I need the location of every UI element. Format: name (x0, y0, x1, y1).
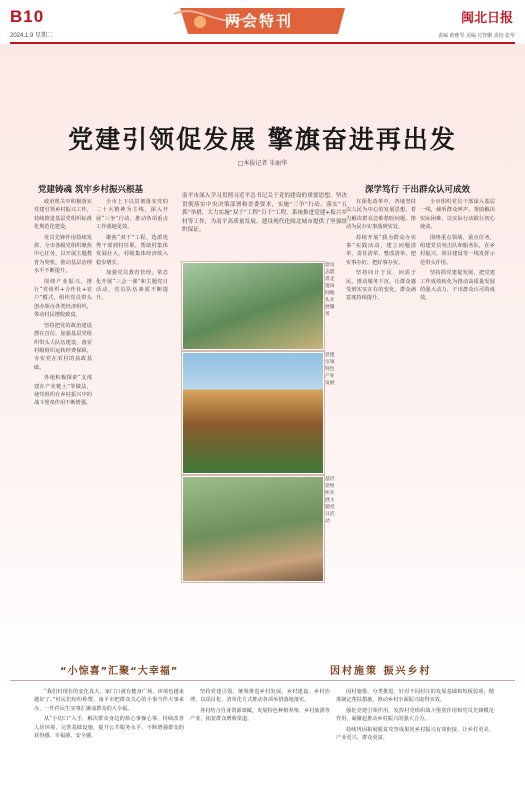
paragraph: 各村结合自身资源禀赋，发展特色种植养殖、乡村旅游等产业，拓宽群众增收渠道。 (190, 707, 330, 723)
page-number: B10 (10, 7, 45, 26)
section-title-left: “小惊喜”汇聚“大幸福” (60, 666, 179, 677)
section-title-right: 因村施策 振兴乡村 (330, 666, 432, 677)
photo-village-building (182, 352, 324, 474)
photo-farmland (182, 262, 324, 350)
lede-paragraph: 南平市深入学习贯彻习近平总书记关于党的建设的重要思想，坚决贯彻落实中央决策部署和省委要求，实施“三争”行动，落实“五抓”举措，大力实施“双千”工程“百千”工程，系统推进党建+振兴乡村等工作，为南平高质量发展、建设现代化闽北城市提供了坚强组织保证。 (182, 193, 347, 234)
photo-caption: 党员志愿者走进田间地头开展服务 (325, 263, 335, 317)
left-article-column (34, 198, 92, 653)
mid-article-column (96, 198, 168, 653)
paragraph: 从“小切口”入手，解决群众身边的烦心事操心事，持续改善人居环境，完善基础设施，提升公共服务水平，不断增强群众的获得感、幸福感、安全感。 (34, 716, 184, 740)
issue-date: 2024.1.9 星期二 (10, 33, 54, 39)
right-article-column (420, 198, 495, 653)
paragraph: “我们村现在的变化真大，家门口就有健身广场，环境也越来越好了。”村民们纷纷称赞。南平市把群众关心的小事当作大事来办，一件件民生实事汇聚成群众的大幸福。 (34, 689, 184, 712)
paragraph: 强化党建引领作用，发挥村党组织战斗堡垒作用和党员先锋模范作用，凝聚起推动乡村振兴的强大合力。 (336, 707, 494, 723)
bottom-right-column (336, 688, 494, 794)
byline: □本报记者 朱丽华 (237, 160, 288, 167)
paragraph: 政府机关中积极落实党建引领乡村振兴工作，持续推进基层党组织标准化规范化建设。 (34, 199, 92, 231)
paragraph: 全市组织党员干部深入基层一线，倾听群众呼声，帮助解决实际困难，以实际行动践行初心使命。 (420, 199, 495, 231)
paragraph: 坚持问计于民、问需于民，推动服务下沉，让群众感受到实实在在的变化，群众满意度持续提升。 (346, 270, 416, 302)
paragraph: 持续开展“我为群众办实事”实践活动，建立问题清单、责任清单、整改清单，把实事办好、把好事办实。 (346, 234, 416, 266)
bottom-left-column (34, 688, 184, 794)
paragraph: 各地积极探索“支部建在产业链上”等做法，使党组织在乡村振兴中的战斗堡垒作用不断增强。 (34, 375, 92, 407)
paragraph: 全市上下以贯彻落实党的二十大精神为主线，深入开展“三争”行动，推动各项重点工作落地见效。 (96, 199, 168, 231)
paragraph: 坚持把党的政治建设摆在首位，加强基层党组织带头人队伍建设，落实村级组织运转经费保障，夯实党在农村的执政基础。 (34, 322, 92, 371)
paragraph: 围绕产业振兴，推行“党组织+合作社+农户”模式，组织党员带头创办领办各类经济组织，带动村民增收致富。 (34, 278, 92, 319)
paragraph: 加强党员教育管理，常态化开展“三会一课”和主题党日活动，党员队伍素质不断提升。 (96, 270, 168, 302)
right-subheading: 深学笃行 干出群众认可成效 (365, 185, 470, 195)
bottom-mid-column (190, 688, 330, 794)
main-headline: 党建引领促发展 擎旗奋进再出发 (68, 125, 457, 154)
left-subheading: 党建铸魂 筑牢乡村振兴根基 (38, 185, 143, 195)
paragraph: 围绕重点领域、重点任务，组建党员突击队和服务队，在乡村振兴、项目建设等一线发挥示范带头作用。 (420, 234, 495, 266)
paragraph: 坚持抓党建促发展，把党建工作成效转化为推动高质量发展的强大动力，干出群众认可的成效。 (420, 270, 495, 302)
paragraph: 在深化改革中，各地坚持以人民为中心的发展思想，着力解决群众急难愁盼问题，推动为民办实事落到实处。 (346, 199, 416, 231)
newspaper-logo: 闽北日报 (460, 11, 513, 26)
paragraph: 因村施策、分类推进，针对不同村庄的发展基础和短板弱项，精准制定帮扶措施，推动乡村全面振兴取得实效。 (336, 689, 494, 704)
photo-caption: 基层党组织开展主题党日活动 (325, 477, 335, 524)
editor-credits: 责编 黄雅琴 美编 付智鹏 责校 张华 (438, 33, 515, 39)
photo-party-members (182, 476, 324, 582)
section-divider (10, 680, 515, 681)
section-banner-title: 两会特刊 (225, 12, 294, 30)
paragraph: 聚焦“双千”工程，选派优秀干部到村任职，帮助村集体发展壮大，村级集体经济收入稳步增长。 (96, 234, 168, 266)
paragraph: 党员先锋作用持续发挥，全市各级党组织聚焦中心任务，以开展主题教育为契机，推动基层治理水平不断提升。 (34, 234, 92, 275)
photo-caption: 党建引领特色产业发展 (325, 353, 335, 386)
paragraph: 坚持党建引领，统筹推进乡村发展、乡村建设、乡村治理，以项目化、清单化方式推动各项举措落地落实。 (190, 689, 330, 704)
paragraph: 持续巩固拓展脱贫攻坚成果同乡村振兴有效衔接，让乡村更美、产业更兴、群众更富。 (336, 726, 494, 742)
right-mid-article-column (346, 198, 416, 653)
